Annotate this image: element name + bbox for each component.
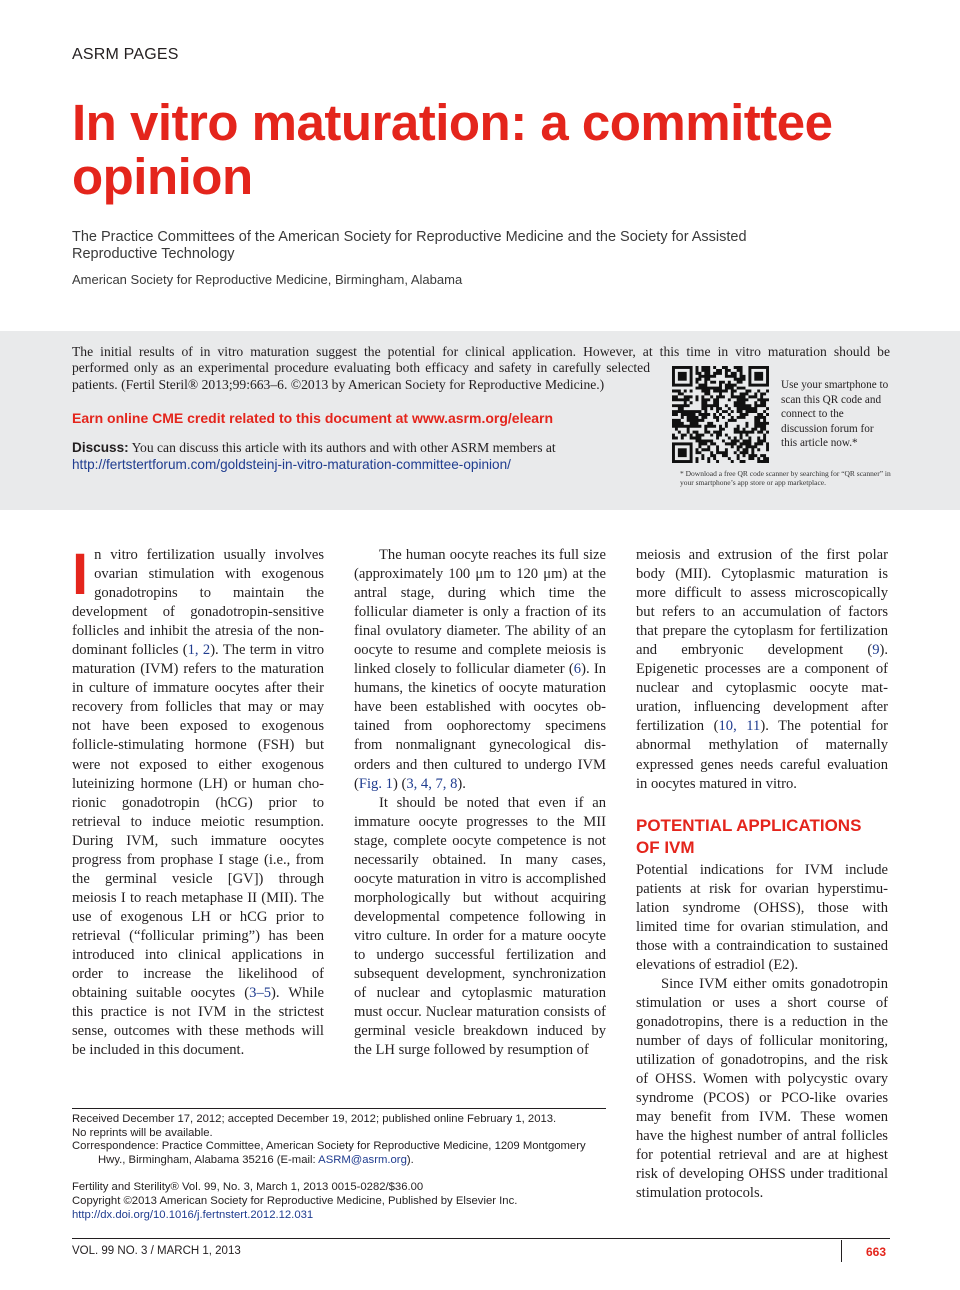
abstract-text: performed only as an experimental procedure evaluating both efficacy and safety in carefully selected patients. (Fertil Steril® 2013;99:663–6. ©2013 by American Society for Reproductive Medicine.) [72,360,650,392]
figure-link[interactable]: Fig. 1 [358,775,393,792]
body-text: n vitro fertilization usually involves ovarian stimulation with exogenous gonadotropins to maintain the development of gonadotropin-sensitive follicles and inhibit the atresia of the non-dominant follicles ( [72,547,324,659]
body-text: ) ( [392,775,407,792]
affiliation: American Society for Reproductive Medicine, Birmingham, Alabama [72,272,463,287]
discuss-text: You can discuss this article with its authors and with other ASRM members at [128,440,556,455]
footnotes [72,1113,606,1222]
correspondence [72,1140,606,1167]
body-column-2 [354,546,606,1060]
body-paragraph: Potential indications for IVM include patients at risk for ovarian hyperstimulation syndrome (OHSS), those with limited time for ovarian stimulation, and those with a contraindication to sustained elevations of estradiol (E2). [636,861,888,973]
qr-footnote: * Download a free QR code scanner by searching for “QR scanner” in your smartphone’s app store or app marketplace. [680,469,891,487]
section-label: ASRM PAGES [72,46,179,63]
footer-divider [72,1238,890,1239]
body-text: ). Epigenetic processes are a component of nuclear and cytoplasmic oocyte maturation, influencing development after fertilization ( [636,642,888,735]
reference-link[interactable]: 6 [573,661,582,678]
qr-instructions: Use your smartphone to scan this QR code and connect to the discussion forum for this article now.* [781,379,889,449]
authors: The Practice Committees of the American Society for Reproductive Medicine and the Society for Assisted Reproductive Technology [72,229,747,262]
correspondence-end: ). [406,1153,414,1166]
reference-link[interactable]: 1, 2 [187,642,211,659]
body-text: ). The potential for abnormal methylation of maternally expressed genes needs careful evaluation in oocytes matured in vitro. [636,718,888,792]
qr-code-icon[interactable] [672,366,769,463]
body-paragraph [72,542,325,1060]
body-text: ). While this practice is not IVM in the strictest sense, outcomes with these methods will be included in this document. [72,985,324,1059]
article-title: In vitro maturation: a committee opinion [72,94,833,205]
abstract-first-line: The initial results of in vitro maturation suggest the potential for clinical application. However, at this time in vitro maturation should be [72,344,890,359]
doi-link[interactable]: http://dx.doi.org/10.1016/j.fertnstert.2012.12.031 [72,1208,314,1221]
reprints-note: No reprints will be available. [72,1126,213,1139]
body-text: ). [457,775,466,792]
email-link[interactable]: ASRM@asrm.org [318,1153,407,1166]
body-column-3 [636,546,888,1203]
body-paragraph [354,546,606,794]
copyright: Copyright ©2013 American Society for Reproductive Medicine, Published by Elsevier Inc. [72,1194,518,1207]
body-text: ). In humans, the kinetics of oocyte maturation have been established with oocytes obtained from oophorectomy specimens from nonmalignant gynecological disorders and then cultured to undergo IVM ( [354,661,606,792]
drop-cap: I [72,542,89,607]
reference-link[interactable]: 10, 11 [718,718,761,735]
reference-link[interactable]: 3, 4, 7, 8 [406,775,458,792]
body-text: ). The term in vitro maturation (IVM) refers to the maturation in culture of immature oocytes after their recovery from follicles that may or may not have been exposed to exogenous follicle-stimulating hormone (FSH) but were not exposed to either exogenous luteinizing hormone (LH) or human chorionic gonadotropin (hCG) prior to retrieval to induce meiotic resumption. During IVM, such immature oocytes progress from prophase I stage (i.e., from the germinal vesicle [GV]) through meiosis I to reach metaphase II (MII). The use of exogenous LH or hCG prior to retrieval (“follicular priming”) has been introduced into clinical applications in order to increase the likelihood of obtaining suitable oocytes ( [72,642,325,1002]
cme-link[interactable]: Earn online CME credit related to this document at www.asrm.org/elearn [72,410,554,426]
received-dates: Received December 17, 2012; accepted December 19, 2012; published online February 1, 2013. [72,1113,557,1125]
page-number: 663 [866,1245,887,1259]
body-column-1 [72,542,325,1060]
reference-link[interactable]: 9 [872,642,880,659]
body-text: meiosis and extrusion of the first polar body (MII). Cytoplasmic maturation is more difficult to assess microscopically but refers to an accumulation of factors that prepare the cytoplasm for fertilization and embryonic development ( [636,547,888,659]
discuss-forum-link[interactable]: http://fertstertforum.com/goldsteinj-in-vitro-maturation-committee-opinion/ [72,456,511,472]
body-paragraph: It should be noted that even if an immature oocyte progresses to the MII stage, complete oocyte competence is not necessarily obtained. In many cases, oocyte maturation in vitro is accomplished morphologically but without acquiring developmental competence following in vitro culture. In order for a mature oocyte to undergo successful fertilization and subsequent development, synchronization of nuclear and cytoplasmic maturation must occur. Nuclear maturation consists of germinal vesicle breakdown induced by the LH surge followed by resumption of [354,794,606,1059]
body-paragraph [636,546,888,794]
discuss-label: Discuss: [72,440,129,455]
footnote-divider [72,1108,606,1109]
correspondence-text: Correspondence: Practice Committee, American Society for Reproductive Medicine, 1209 Montgomery Hwy., Birmingham, Alabama 35216 (E-mail: [72,1140,586,1166]
body-text: The human oocyte reaches its full size (approximately 100 μm to 120 μm) at the antral stage, during which time the follicular diameter is only a fraction of its final ovulatory diameter. The ability of an oocyte to resume and complete meiosis is linked closely to follicular diameter ( [354,547,606,678]
body-paragraph: Since IVM either omits gonadotropin stimulation or uses a short course of gonadotropins, there is a reduction in the number of days of follicular monitoring, utilization of gonadotropins, and the risk of OHSS. Women with polycystic ovary syndrome (PCOS) or PCO-like ovaries may benefit from IVM. These women have the highest number of antral follicles for potential retrieval and are at highest risk of developing OHSS under traditional stimulation protocols. [636,975,888,1202]
section-heading: POTENTIAL APPLICATIONS OF IVM [636,815,862,857]
page-number-divider [841,1240,842,1262]
reference-link[interactable]: 3–5 [249,985,272,1002]
journal-citation: Fertility and Sterility® Vol. 99, No. 3, March 1, 2013 0015-0282/$36.00 [72,1181,424,1194]
journal-issue: VOL. 99 NO. 3 / MARCH 1, 2013 [72,1245,241,1257]
discuss-note [72,440,650,473]
